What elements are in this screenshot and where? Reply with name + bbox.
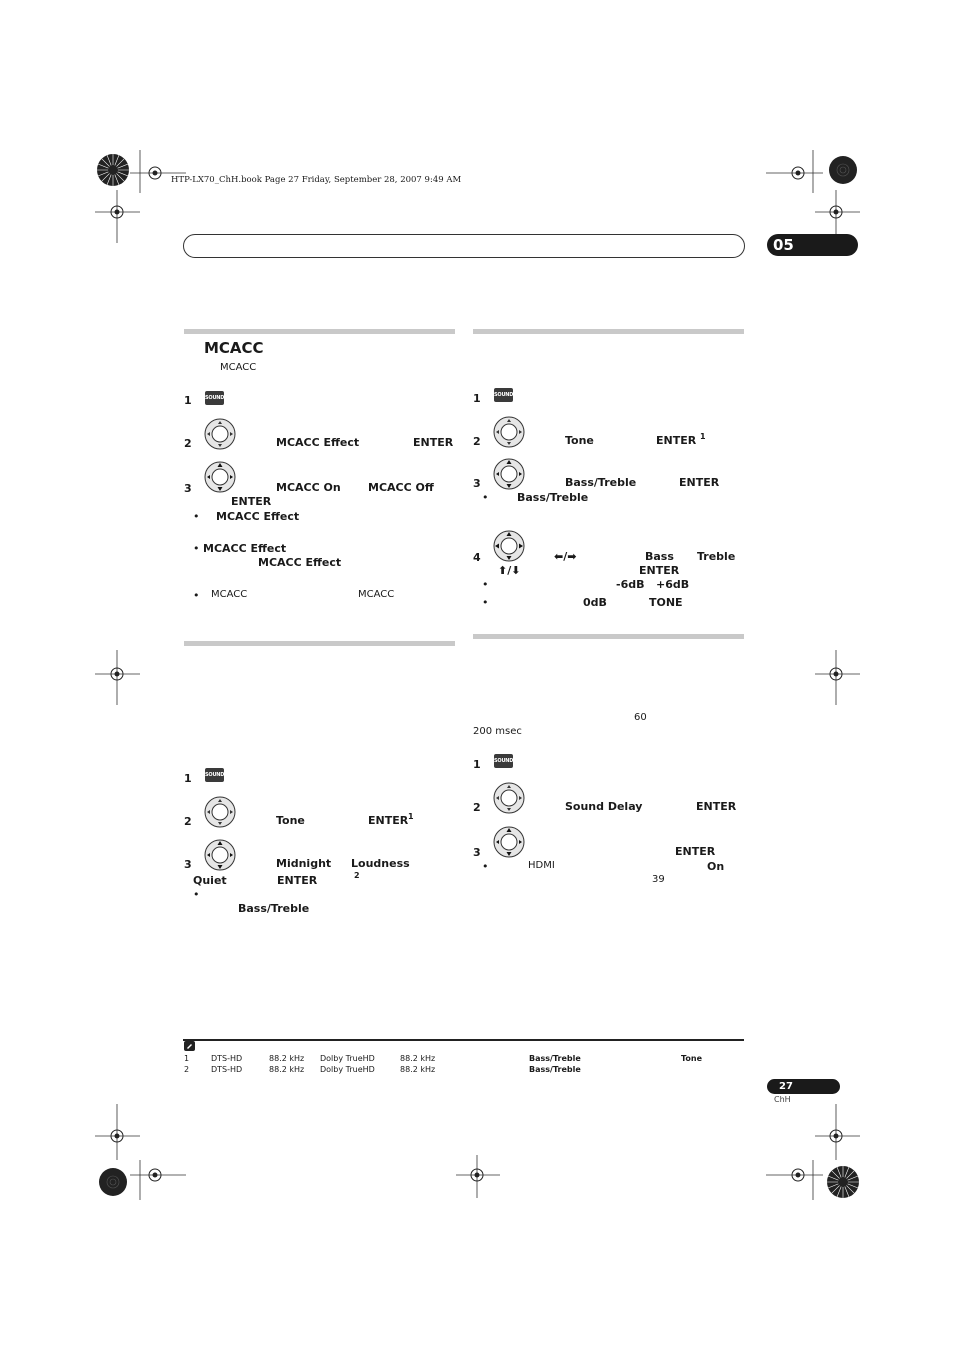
mcacc-effect-note: MCACC Effect <box>203 542 287 555</box>
quiet-label: Quiet <box>193 874 227 887</box>
mcacc-effect-note: MCACC Effect <box>258 556 342 569</box>
bullet: • <box>193 542 200 555</box>
enter-label: ENTER <box>696 800 737 813</box>
footnote-text: 88.2 kHz <box>400 1054 436 1063</box>
step-number: 1 <box>184 772 192 785</box>
enter-label: ENTER <box>277 874 318 887</box>
step-number: 3 <box>184 482 192 495</box>
step-number: 1 <box>184 394 192 407</box>
footnote-ref: 2 <box>354 871 360 880</box>
enter-label: ENTER <box>675 845 716 858</box>
up-down-arrows: ⬆/⬇ <box>498 564 521 577</box>
footnote-text: Bass/Treble <box>529 1065 581 1074</box>
dpad-icon <box>204 418 236 450</box>
note-icon <box>184 1041 195 1051</box>
section-bar <box>473 329 744 334</box>
step-number: 3 <box>473 477 481 490</box>
delay-range: 200 msec <box>473 726 522 737</box>
chapter-tab: 05 <box>767 234 858 256</box>
bullet: • <box>193 589 200 602</box>
footnote-text: Bass/Treble <box>529 1054 581 1063</box>
footnote-text: Dolby TrueHD <box>320 1065 375 1074</box>
dpad-icon <box>204 461 236 493</box>
step-number: 1 <box>473 392 481 405</box>
mcacc-off-label: MCACC Off <box>368 481 434 494</box>
bullet: • <box>482 860 489 873</box>
tone-button-label: TONE <box>649 596 683 609</box>
bullet: • <box>482 596 489 609</box>
mcacc-note: MCACC <box>211 589 248 600</box>
step-number: 2 <box>473 801 481 814</box>
bullet: • <box>482 491 489 504</box>
enter-label: ENTER <box>231 495 272 508</box>
enter-label: ENTER <box>368 814 409 827</box>
sound-button-icon: SOUND <box>205 768 224 782</box>
mcacc-intro: MCACC <box>220 362 257 373</box>
footnote-rule <box>183 1039 744 1041</box>
midnight-label: Midnight <box>276 857 332 870</box>
page-number: 27 <box>767 1079 840 1094</box>
step-number: 1 <box>473 758 481 771</box>
footnote-ref: 1 <box>408 812 414 821</box>
dpad-icon <box>493 530 525 562</box>
footnote-number: 1 <box>184 1054 190 1063</box>
enter-label: ENTER <box>639 564 680 577</box>
sound-delay-label: Sound Delay <box>565 800 643 813</box>
mcacc-effect-label: MCACC Effect <box>276 436 360 449</box>
footnote-text: DTS-HD <box>211 1054 243 1063</box>
sound-button-icon: SOUND <box>205 391 224 405</box>
tone-label: Tone <box>565 434 594 447</box>
dpad-icon <box>493 416 525 448</box>
sound-button-icon: SOUND <box>494 754 513 768</box>
bullet: • <box>193 510 200 523</box>
dpad-icon <box>204 839 236 871</box>
tone-label: Tone <box>276 814 305 827</box>
step-number: 3 <box>473 846 481 859</box>
mcacc-on-label: MCACC On <box>276 481 341 494</box>
enter-label: ENTER <box>656 434 697 447</box>
bass-treble-note: Bass/Treble <box>238 902 310 915</box>
footnote-text: Tone <box>681 1054 703 1063</box>
footnote-ref: 1 <box>700 432 706 441</box>
footnote-text: 88.2 kHz <box>400 1065 436 1074</box>
page-ref: 39 <box>652 874 665 885</box>
step-number: 4 <box>473 551 481 564</box>
dpad-icon <box>493 782 525 814</box>
print-header: HTP-LX70_ChH.book Page 27 Friday, September 28, 2007 9:49 AM <box>171 175 462 185</box>
page-language: ChH <box>774 1095 791 1104</box>
dpad-icon <box>204 796 236 828</box>
footnote-text: 88.2 kHz <box>269 1054 305 1063</box>
dpad-icon <box>493 826 525 858</box>
footnote-text: Dolby TrueHD <box>320 1054 375 1063</box>
step-number: 3 <box>184 858 192 871</box>
minus-6db: -6dB <box>616 578 645 591</box>
dpad-icon <box>493 458 525 490</box>
bass-treble-note: Bass/Treble <box>517 491 589 504</box>
section-bar <box>184 329 455 334</box>
bullet: • <box>193 888 200 901</box>
enter-label: ENTER <box>413 436 454 449</box>
plus-6db: +6dB <box>656 578 690 591</box>
left-right-arrows: ⬅/➡ <box>554 550 577 563</box>
bullet: • <box>482 578 489 591</box>
hdmi-label: HDMI <box>528 860 555 871</box>
zero-db: 0dB <box>583 596 607 609</box>
section-bar <box>473 634 744 639</box>
treble-label: Treble <box>697 550 736 563</box>
header-frame <box>183 234 745 258</box>
footnote-text: DTS-HD <box>211 1065 243 1074</box>
mcacc-effect-note: MCACC Effect <box>216 510 300 523</box>
bass-label: Bass <box>645 550 674 563</box>
footnote-number: 2 <box>184 1065 190 1074</box>
delay-value: 60 <box>634 712 647 723</box>
step-number: 2 <box>184 815 192 828</box>
section-bar <box>184 641 455 646</box>
step-number: 2 <box>184 437 192 450</box>
loudness-label: Loudness <box>351 857 410 870</box>
mcacc-note: MCACC <box>358 589 395 600</box>
enter-label: ENTER <box>679 476 720 489</box>
step-number: 2 <box>473 435 481 448</box>
mcacc-title: MCACC <box>204 339 264 357</box>
footnote-text: 88.2 kHz <box>269 1065 305 1074</box>
on-label: On <box>707 860 725 873</box>
bass-treble-label: Bass/Treble <box>565 476 637 489</box>
sound-button-icon: SOUND <box>494 388 513 402</box>
